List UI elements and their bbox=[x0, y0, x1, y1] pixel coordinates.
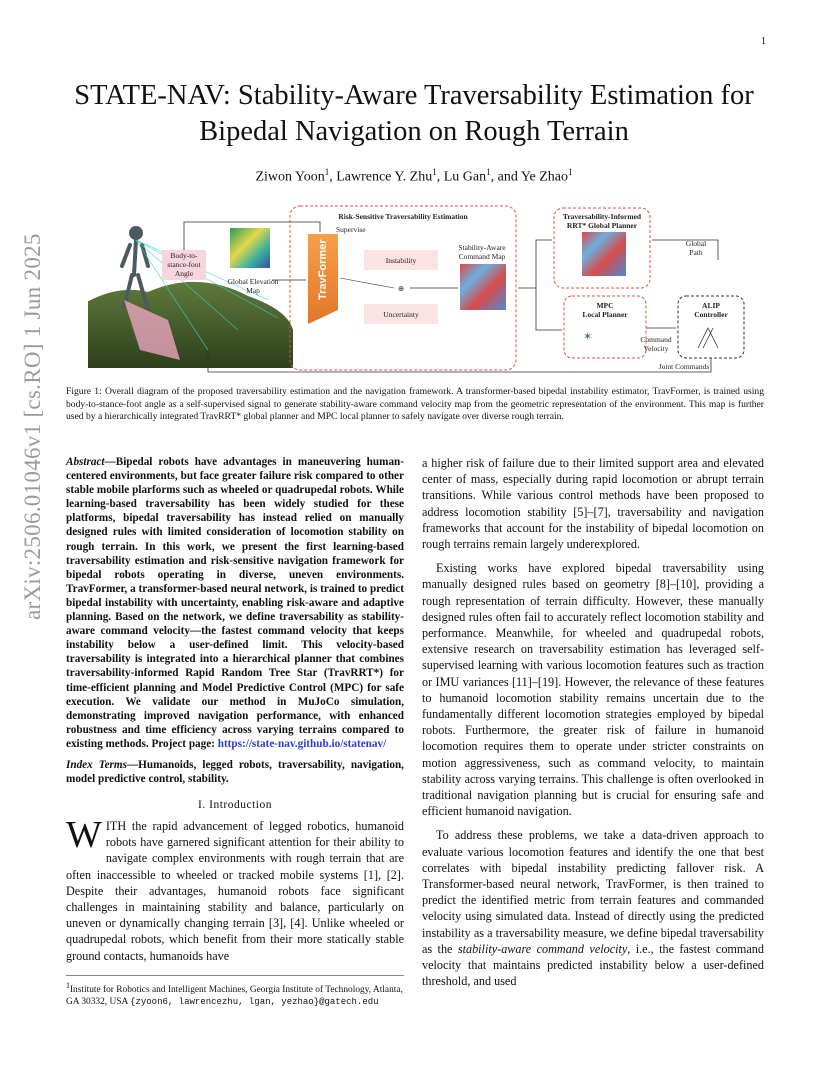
star-icon: ✶ bbox=[583, 331, 593, 343]
footnote bbox=[66, 975, 404, 1008]
command-velocity-label-1: Velocity bbox=[643, 344, 669, 353]
author-name: Ye Zhao bbox=[520, 169, 569, 185]
author-affiliation: 1 bbox=[324, 167, 330, 177]
plus-icon: ⊕ bbox=[397, 284, 405, 293]
instability-label: Instability bbox=[385, 256, 417, 265]
right-paragraph-1: a higher risk of failure due to their limited support area and elevated center of mass, especially during rapid locomotion or abrupt terrain transitions. While various control methods have been proposed to address locomotion stability [5]–[7], traversability and navigation frameworks that account for the instability of bipedal locomotion on rough terrains remain largely underexplored. bbox=[422, 456, 764, 552]
global-planner-image bbox=[582, 232, 626, 276]
stability-map-label-1: Command Map bbox=[458, 252, 506, 261]
pendulum-icon bbox=[698, 328, 718, 348]
author-name: Ziwon Yoon bbox=[255, 169, 325, 185]
right-column bbox=[422, 455, 764, 990]
abstract-text: —Bipedal robots have advantages in maneuvering human-centered environments, but face greater failure risk compared to other stable mobile plarforms such as wheeled or quadrupedal robots. While learning-based traversability has been widely studied for these platforms, bipedal traversability has instead relied on manually designed rules with limited consideration of locomotion stability on rough terrain. In this work, we present the first learning-based traversability estimation and risk-sensitive navigation framework for bipedal robots operating in diverse, uneven environments. TravFormer, a transformer-based neural network, is trained to predict bipedal instability with uncertainty, enabling risk-aware and adaptive planning. Based on the network, we define traversability as stability-aware command velocity—the fastest command velocity that keeps instability below a user-defined limit. This velocity-based traversability is integrated into a hierarchical planner that combines traversability-informed Rapid Random Tree Star (TravRRT*) for time-efficient planning and Model Predictive Control (MPC) for safe execution. We validate our method in MuJoCo simulation, demonstrating improved navigation performance, with enhanced robustness and time efficiency across varying terrains compared to existing methods. Project page: bbox=[66, 456, 404, 750]
body-angle-label-0: Body-to- bbox=[170, 251, 198, 260]
right-p3-a: To address these problems, we take a data-driven approach to evaluate various locomotion features and identify the one that best correlates with bipedal instability predicting fallover risk. A Transformer-based neural network, TravFormer, is then trained to predict the identified metric from terrain features and commanded velocity using simulated data. Instead of directly using the predicted instability as a traversability measure, we define bipedal traversability as the bbox=[422, 828, 764, 956]
global-planner-label-0: Traversability-Informed bbox=[562, 212, 642, 221]
author-name: Lu Gan bbox=[443, 169, 487, 185]
elevation-map-image bbox=[230, 228, 270, 268]
travformer-label: TravFormer bbox=[317, 239, 329, 300]
footnote-emails: {zyoon6, lawrencezhu, lgan, yezhao}@gatech.edu bbox=[130, 997, 379, 1008]
author-name: Lawrence Y. Zhu bbox=[336, 169, 433, 185]
index-terms bbox=[66, 758, 404, 786]
abstract bbox=[66, 455, 404, 751]
intro-paragraph bbox=[66, 814, 404, 964]
mpc-label-0: MPC bbox=[596, 301, 614, 310]
page-number: 1 bbox=[761, 36, 766, 47]
index-terms-label: Index Terms bbox=[66, 759, 127, 771]
footnote-sup: 1 bbox=[66, 981, 70, 990]
joint-commands-label: Joint Commands bbox=[658, 362, 710, 371]
footnote-text: Institute for Robotics and Intelligent Machines, Georgia Institute of Technology, Atlanta, GA 30332, USA bbox=[66, 985, 403, 1008]
paper-title: STATE-NAV: Stability-Aware Traversability Estimation for Bipedal Navigation on Rough Terrain bbox=[74, 80, 754, 147]
right-paragraph-3 bbox=[422, 827, 764, 989]
terrain-image bbox=[88, 282, 293, 368]
dropcap: W bbox=[66, 814, 102, 856]
stability-map-label-0: Stability-Aware bbox=[458, 243, 506, 252]
author-affiliation: 1 bbox=[432, 167, 437, 177]
alip-label-1: Controller bbox=[694, 310, 728, 319]
global-path-label-0: Global bbox=[685, 239, 707, 248]
body-angle-label-1: stance-foot bbox=[167, 260, 201, 269]
abstract-label: Abstract bbox=[66, 456, 105, 468]
right-p3-em: stability-aware command velocity bbox=[457, 941, 628, 956]
right-p3-b: , i.e., the fastest command velocity that maintains predicted instability below a user-defined threshold, and used bbox=[422, 941, 764, 989]
author-list: Ziwon Yoon$^1$, Lawrence Y. Zhu$^1$, Lu Gan$^1$, and Ye Zhao$^1$ bbox=[255, 167, 573, 185]
author-affiliation: 1 bbox=[486, 167, 491, 177]
body-angle-label-2: Angle bbox=[174, 269, 194, 278]
author-affiliation: 1 bbox=[568, 167, 573, 177]
command-velocity-label-0: Command bbox=[640, 335, 672, 344]
overview-diagram bbox=[88, 200, 748, 378]
stability-map-image bbox=[460, 264, 506, 310]
supervise-label: Supervise bbox=[336, 225, 366, 234]
section-heading: I. Introduction bbox=[198, 799, 272, 811]
project-page-link[interactable]: https://state-nav.github.io/statenav/ bbox=[217, 737, 387, 750]
risk-box-title: Risk-Sensitive Traversability Estimation bbox=[338, 212, 468, 221]
figure-1 bbox=[88, 200, 748, 378]
elev-map-label-0: Global Elevation bbox=[227, 277, 279, 286]
global-planner-label-1: RRT* Global Planner bbox=[566, 221, 638, 230]
alip-label-0: ALIP bbox=[702, 301, 720, 310]
elev-map-label-1: Map bbox=[246, 286, 260, 295]
global-path-label-1: Path bbox=[689, 248, 703, 257]
figure-caption: Figure 1: Overall diagram of the proposed traversability estimation and the navigation framework. A transformer-based bipedal instability estimator, TravFormer, is trained using body-to-stance-foot angle as a self-supervised signal to generate stability-aware command velocity map from the geometric representation of the environment. This map is further used by a hierarchically integrated TravRRT* global planner and MPC local planner to safely navigate over diverse rough terrain. bbox=[66, 386, 764, 423]
index-terms-text: —Humanoids, legged robots, traversability, navigation, model predictive control, stability. bbox=[66, 759, 404, 786]
mpc-label-1: Local Planner bbox=[582, 310, 628, 319]
right-paragraph-2: Existing works have explored bipedal traversability using manually designed rules based on geometry [8]–[10], providing a rough representation of terrain difficulty. However, these manually designed rules often fail to accurately reflect locomotion stability and performance. Meanwhile, for wheeled and quadrupedal robots, extensive research on traversability estimation has leveraged self-supervised learning with various locomotion features such as traction or IMU variances [11]–[19]. However, the relevance of these features to humanoid locomotion stability remains uncertain due to the fundamentally different locomotion strategies employed by bipedal robots. Furthermore, the greater risk of failure in humanoid locomotion requires them to operate under stricter constraints on motion aggressiveness, such as command velocity, to maintain stability across varying terrains. This challenge is often overlooked in traditional navigation planning but is crucial for ensuring safe and efficient humanoid navigation. bbox=[422, 561, 764, 819]
uncertainty-label: Uncertainty bbox=[383, 310, 419, 319]
intro-text: ITH the rapid advancement of legged robotics, humanoid robots have garnered significant attention for their ability to navigate complex environments with rough terrain that are often inaccessible to wheeled or tracked mobile systems [1], [2]. Despite their advantages, humanoid robots face significant challenges in maintaining stability and balance, particularly on uneven or dynamically changing terrain [3], [4]. Unlike wheeled or quadrupedal robots, which benefit from their more statically stable ground contacts, humanoids have bbox=[66, 819, 404, 963]
arxiv-side-label: arXiv:2506.01046v1 [cs.RO] 1 Jun 2025 bbox=[20, 233, 45, 620]
